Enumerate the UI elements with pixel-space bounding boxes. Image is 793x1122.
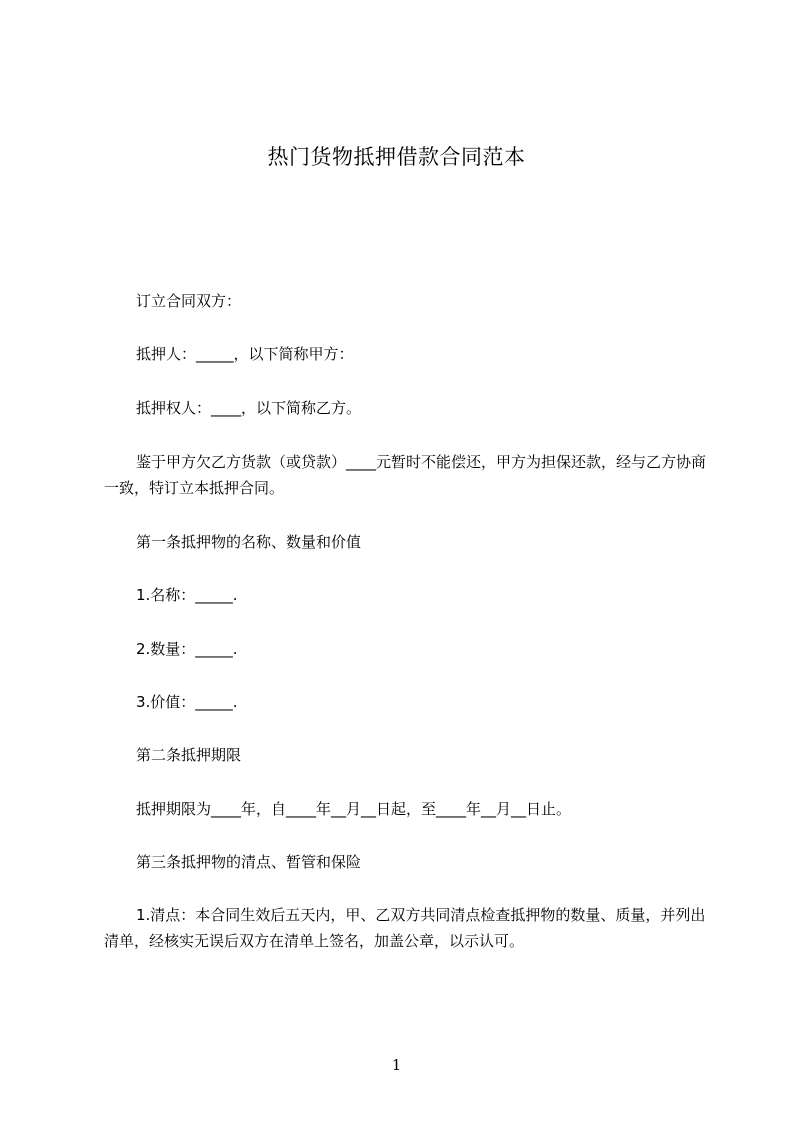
heading-article-3: 第三条抵押物的清点、暂管和保险	[136, 853, 362, 871]
document-title: 热门货物抵押借款合同范本	[267, 145, 526, 169]
item-quantity: 2.数量：_____.	[136, 640, 238, 658]
paragraph-mortgage-term: 抵押期限为____年，自____年__月__日起，至____年__月__日止。	[136, 800, 572, 818]
heading-article-2: 第二条抵押期限	[136, 746, 242, 764]
page-number: 1	[391, 1056, 402, 1074]
paragraph-mortgagor: 抵押人：_____，以下简称甲方：	[136, 345, 354, 363]
heading-article-1: 第一条抵押物的名称、数量和价值	[136, 533, 362, 551]
paragraph-mortgagee: 抵押权人：____，以下简称乙方。	[136, 399, 362, 417]
paragraph-inventory-check: 1.清点：本合同生效后五天内，甲、乙双方共同清点检查抵押物的数量、质量，并列出清单，经核实无误后双方在清单上签名，加盖公章，以示认可。	[104, 906, 706, 950]
paragraph-contract-parties: 订立合同双方：	[136, 292, 242, 310]
item-name: 1.名称：_____.	[136, 586, 238, 604]
paragraph-preamble: 鉴于甲方欠乙方货款（或贷款）____元暂时不能偿还，甲方为担保还款，经与乙方协商一致，特订立本抵押合同。	[104, 453, 707, 497]
item-value: 3.价值：_____.	[136, 693, 238, 711]
